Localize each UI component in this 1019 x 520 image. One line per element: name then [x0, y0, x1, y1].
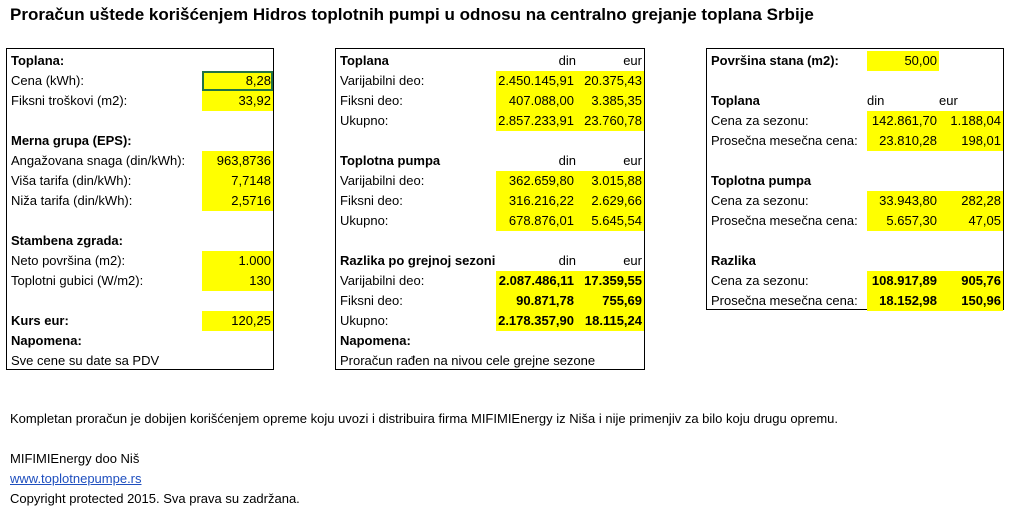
- angazovana-snaga-label: Angažovana snaga (din/kWh):: [11, 153, 186, 168]
- cena-kwh-cell[interactable]: 8,28: [202, 71, 273, 91]
- angazovana-snaga-cell[interactable]: 963,8736: [202, 151, 273, 171]
- toplana-ukupno-eur-cell[interactable]: 23.760,78: [576, 111, 644, 131]
- pumpa-mesecna-eur-cell[interactable]: 47,05: [939, 211, 1003, 231]
- toplana-sezona-label: Cena za sezonu:: [711, 113, 809, 128]
- toplana-fiksni-eur-cell[interactable]: 3.385,35: [576, 91, 644, 111]
- copyright-text: Copyright protected 2015. Sva prava su zadržana.: [10, 491, 300, 506]
- razlika-sezona-din-cell[interactable]: 108.917,89: [867, 271, 939, 291]
- eur-column-header: eur: [623, 153, 642, 168]
- eur-column-header: eur: [623, 53, 642, 68]
- razlika-header: Razlika: [711, 253, 756, 268]
- pumpa-ukupno-label: Ukupno:: [340, 213, 389, 228]
- toplana-varijabilni-din-cell[interactable]: 2.450.145,91: [496, 71, 576, 91]
- razlika-varijabilni-din-cell[interactable]: 2.087.486,11: [496, 271, 576, 291]
- razlika-mesecna-din-cell[interactable]: 18.152,98: [867, 291, 939, 311]
- toplotna-pumpa-header: Toplotna pumpa: [340, 153, 441, 168]
- din-column-header: din: [558, 153, 576, 168]
- pumpa-varijabilni-label: Varijabilni deo:: [340, 173, 425, 188]
- page-title: Proračun uštede korišćenjem Hidros toplotnih pumpi u odnosu na centralno grejanje toplana Srbije: [10, 5, 814, 24]
- toplana-varijabilni-eur-cell[interactable]: 20.375,43: [576, 71, 644, 91]
- footer-note: Kompletan proračun je dobijen korišćenjem opreme koju uvozi i distribuira firma MIFIMIEnergy iz Niša i nije primenjiv za bilo koju drugu opremu.: [10, 411, 839, 426]
- toplana-ukupno-label: Ukupno:: [340, 113, 389, 128]
- kurs-eur-label: Kurs eur:: [11, 313, 69, 328]
- eur-column-header: eur: [623, 253, 642, 268]
- razlika-fiksni-label: Fiksni deo:: [340, 293, 403, 308]
- merna-grupa-header: Merna grupa (EPS):: [11, 133, 132, 148]
- razlika-mesecna-eur-cell[interactable]: 150,96: [939, 291, 1003, 311]
- neto-povrsina-label: Neto površina (m2):: [11, 253, 126, 268]
- pumpa-ukupno-din-cell[interactable]: 678.876,01: [496, 211, 576, 231]
- toplana-mesecna-din-cell[interactable]: 23.810,28: [867, 131, 939, 151]
- napomena-header: Napomena:: [340, 333, 411, 348]
- pumpa-varijabilni-din-cell[interactable]: 362.659,80: [496, 171, 576, 191]
- razlika-header: Razlika po grejnoj sezoni: [340, 253, 496, 268]
- toplotna-pumpa-header: Toplotna pumpa: [711, 173, 812, 188]
- razlika-sezona-label: Cena za sezonu:: [711, 273, 809, 288]
- pumpa-fiksni-label: Fiksni deo:: [340, 193, 403, 208]
- napomena-text: Proračun rađen na nivou cele grejne sezone: [340, 353, 596, 368]
- povrsina-stana-label: Površina stana (m2):: [711, 53, 839, 68]
- pumpa-varijabilni-eur-cell[interactable]: 3.015,88: [576, 171, 644, 191]
- stambena-zgrada-header: Stambena zgrada:: [11, 233, 123, 248]
- din-column-header: din: [558, 53, 576, 68]
- toplana-fiksni-din-cell[interactable]: 407.088,00: [496, 91, 576, 111]
- toplana-header: Toplana: [711, 93, 760, 108]
- napomena-header: Napomena:: [11, 333, 82, 348]
- razlika-fiksni-eur-cell[interactable]: 755,69: [576, 291, 644, 311]
- din-column-header: din: [867, 93, 885, 108]
- razlika-sezona-eur-cell[interactable]: 905,76: [939, 271, 1003, 291]
- niza-tarifa-label: Niža tarifa (din/kWh):: [11, 193, 133, 208]
- pumpa-mesecna-din-cell[interactable]: 5.657,30: [867, 211, 939, 231]
- pumpa-sezona-eur-cell[interactable]: 282,28: [939, 191, 1003, 211]
- pumpa-fiksni-din-cell[interactable]: 316.216,22: [496, 191, 576, 211]
- fiksni-troskovi-cell[interactable]: 33,92: [202, 91, 273, 111]
- toplana-sezona-eur-cell[interactable]: 1.188,04: [939, 111, 1003, 131]
- website-link[interactable]: www.toplotnepumpe.rs: [10, 471, 142, 486]
- razlika-fiksni-din-cell[interactable]: 90.871,78: [496, 291, 576, 311]
- input-parameters-panel: [6, 48, 274, 370]
- razlika-varijabilni-label: Varijabilni deo:: [340, 273, 425, 288]
- toplana-varijabilni-label: Varijabilni deo:: [340, 73, 425, 88]
- toplotni-gubici-label: Toplotni gubici (W/m2):: [11, 273, 144, 288]
- pumpa-sezona-din-cell[interactable]: 33.943,80: [867, 191, 939, 211]
- pumpa-mesecna-label: Prosečna mesečna cena:: [711, 213, 858, 228]
- razlika-ukupno-label: Ukupno:: [340, 313, 389, 328]
- apartment-panel: [706, 48, 1004, 310]
- razlika-ukupno-din-cell[interactable]: 2.178.357,90: [496, 311, 576, 331]
- toplana-fiksni-label: Fiksni deo:: [340, 93, 403, 108]
- visa-tarifa-cell[interactable]: 7,7148: [202, 171, 273, 191]
- pumpa-fiksni-eur-cell[interactable]: 2.629,66: [576, 191, 644, 211]
- toplana-ukupno-din-cell[interactable]: 2.857.233,91: [496, 111, 576, 131]
- niza-tarifa-cell[interactable]: 2,5716: [202, 191, 273, 211]
- toplotni-gubici-cell[interactable]: 130: [202, 271, 273, 291]
- toplana-mesecna-eur-cell[interactable]: 198,01: [939, 131, 1003, 151]
- visa-tarifa-label: Viša tarifa (din/kWh):: [11, 173, 132, 188]
- neto-povrsina-cell[interactable]: 1.000: [202, 251, 273, 271]
- cena-kwh-label: Cena (kWh):: [11, 73, 84, 88]
- razlika-varijabilni-eur-cell[interactable]: 17.359,55: [576, 271, 644, 291]
- pumpa-ukupno-eur-cell[interactable]: 5.645,54: [576, 211, 644, 231]
- din-column-header: din: [558, 253, 576, 268]
- kurs-eur-cell[interactable]: 120,25: [202, 311, 273, 331]
- toplana-section-header: Toplana:: [11, 53, 65, 68]
- eur-column-header: eur: [939, 93, 958, 108]
- fiksni-troskovi-label: Fiksni troškovi (m2):: [11, 93, 128, 108]
- toplana-header: Toplana: [340, 53, 389, 68]
- season-totals-panel: [335, 48, 645, 370]
- company-name: MIFIMIEnergy doo Niš: [10, 451, 140, 466]
- razlika-mesecna-label: Prosečna mesečna cena:: [711, 293, 858, 308]
- toplana-sezona-din-cell[interactable]: 142.861,70: [867, 111, 939, 131]
- pumpa-sezona-label: Cena za sezonu:: [711, 193, 809, 208]
- napomena-text: Sve cene su date sa PDV: [11, 353, 160, 368]
- razlika-ukupno-eur-cell[interactable]: 18.115,24: [576, 311, 644, 331]
- povrsina-stana-cell[interactable]: 50,00: [867, 51, 939, 71]
- toplana-mesecna-label: Prosečna mesečna cena:: [711, 133, 858, 148]
